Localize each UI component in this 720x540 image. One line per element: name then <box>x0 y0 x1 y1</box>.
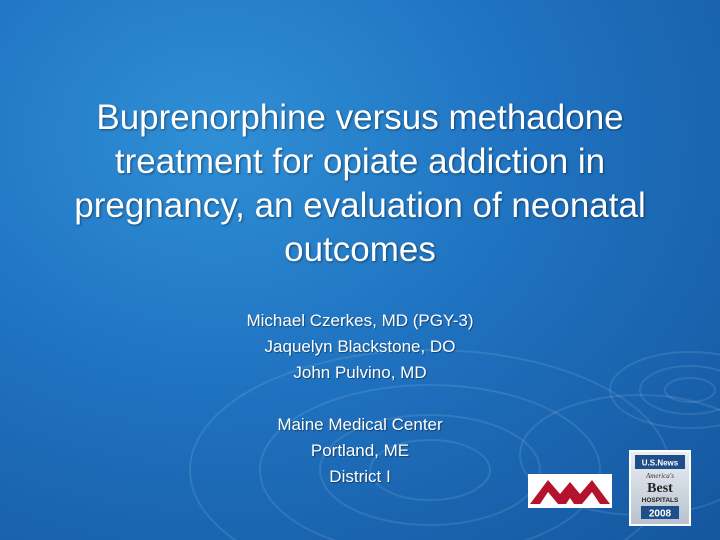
author-name: Michael Czerkes, MD (PGY-3) <box>246 311 474 330</box>
badge-line3: Best <box>647 481 673 496</box>
slide-title: Buprenorphine versus methadone treatment for opiate addiction in pregnancy, an evaluation of neonatal outcomes <box>74 98 646 269</box>
author-name: John Pulvino, MD <box>293 363 427 382</box>
institution-location: Portland, ME <box>310 441 410 460</box>
author-name: Jaquelyn Blackstone, DO <box>264 337 456 356</box>
maine-medical-center-logo-icon <box>528 474 612 508</box>
institution-name: Maine Medical Center <box>277 415 443 434</box>
spacer <box>160 386 560 412</box>
us-news-best-hospitals-badge <box>629 450 691 526</box>
badge-brand: U.S.News <box>641 458 679 468</box>
badge-line2: America's <box>646 472 674 480</box>
badge-line4: HOSPITALS <box>641 497 679 504</box>
institution-district: District I <box>329 467 391 486</box>
slide-subtitle <box>160 308 560 490</box>
badge-year: 2008 <box>648 508 672 520</box>
